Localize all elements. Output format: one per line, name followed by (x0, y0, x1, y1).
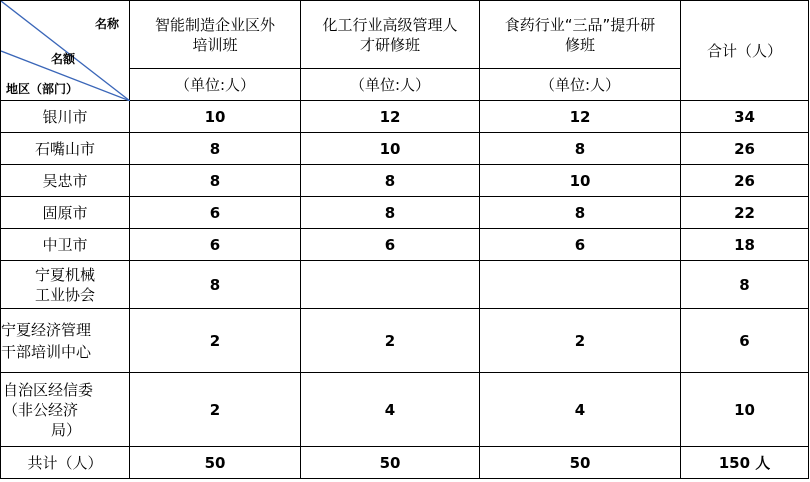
col1-title-line2: 培训班 (192, 35, 238, 54)
col1-value: 8 (130, 165, 301, 197)
region-cell (1, 309, 130, 373)
table-row (1, 261, 809, 309)
footer-col3-total: 50 (480, 447, 681, 479)
region-line: （非公经济 (3, 400, 79, 419)
col1-value: 10 (130, 101, 301, 133)
col3-value: 6 (480, 229, 681, 261)
total-value: 6 (681, 309, 809, 373)
footer-grand-total: 150 人 (681, 447, 809, 479)
col3-value: 12 (480, 101, 681, 133)
col3-unit: （单位:人） (480, 69, 681, 101)
col3-value: 2 (480, 309, 681, 373)
region-cell: 石嘴山市 (1, 133, 130, 165)
col1-value: 2 (130, 373, 301, 447)
col2-value (301, 261, 480, 309)
table-row (1, 133, 809, 165)
col3-title-line2: 修班 (564, 35, 595, 54)
col3-value: 4 (480, 373, 681, 447)
table-row (1, 101, 809, 133)
col2-title-line2: 才研修班 (359, 35, 420, 54)
total-value: 34 (681, 101, 809, 133)
col1-title-line1: 智能制造企业区外 (154, 15, 275, 34)
col2-header (301, 1, 480, 69)
region-line: 宁夏机械 (34, 265, 95, 284)
col1-value: 8 (130, 261, 301, 309)
corner-region-label: 地区（部门） (6, 82, 79, 96)
col1-unit: （单位:人） (130, 69, 301, 101)
total-value: 26 (681, 133, 809, 165)
col2-value: 4 (301, 373, 480, 447)
total-value: 10 (681, 373, 809, 447)
col1-value: 6 (130, 197, 301, 229)
footer-row (1, 447, 809, 479)
region-cell: 固原市 (1, 197, 130, 229)
table-row (1, 197, 809, 229)
footer-label: 共计（人） (1, 447, 130, 479)
region-cell: 中卫市 (1, 229, 130, 261)
region-line: 工业协会 (34, 285, 95, 304)
corner-quota-label: 名额 (51, 52, 76, 66)
col2-value: 8 (301, 197, 480, 229)
col2-value: 6 (301, 229, 480, 261)
table-row (1, 165, 809, 197)
col3-value: 10 (480, 165, 681, 197)
col3-value (480, 261, 681, 309)
footer-col1-total: 50 (130, 447, 301, 479)
footer-col2-total: 50 (301, 447, 480, 479)
total-value: 22 (681, 197, 809, 229)
region-line: 宁夏经济管理 (1, 320, 92, 339)
col2-value: 8 (301, 165, 480, 197)
corner-header-cell (1, 1, 130, 101)
header-row (1, 1, 809, 69)
col1-value: 8 (130, 133, 301, 165)
region-line: 自治区经信委 (3, 380, 94, 399)
col2-value: 10 (301, 133, 480, 165)
col1-header (130, 1, 301, 69)
total-value: 8 (681, 261, 809, 309)
region-cell (1, 373, 130, 447)
col2-title-line1: 化工行业高级管理人 (322, 15, 458, 34)
corner-name-label: 名称 (95, 17, 120, 31)
col3-title-line1: 食药行业“三品”提升研 (504, 15, 656, 34)
total-value: 26 (681, 165, 809, 197)
region-cell: 银川市 (1, 101, 130, 133)
table-row (1, 229, 809, 261)
col3-header (480, 1, 681, 69)
table-row (1, 309, 809, 373)
total-header: 合计（人） (681, 1, 809, 101)
region-line: 局） (50, 420, 81, 439)
col3-value: 8 (480, 197, 681, 229)
table-row (1, 373, 809, 447)
total-value: 18 (681, 229, 809, 261)
col3-value: 8 (480, 133, 681, 165)
col2-value: 12 (301, 101, 480, 133)
col2-unit: （单位:人） (301, 69, 480, 101)
region-cell (1, 261, 130, 309)
col1-value: 2 (130, 309, 301, 373)
col2-value: 2 (301, 309, 480, 373)
region-cell: 吴忠市 (1, 165, 130, 197)
region-line: 干部培训中心 (1, 342, 92, 361)
col1-value: 6 (130, 229, 301, 261)
